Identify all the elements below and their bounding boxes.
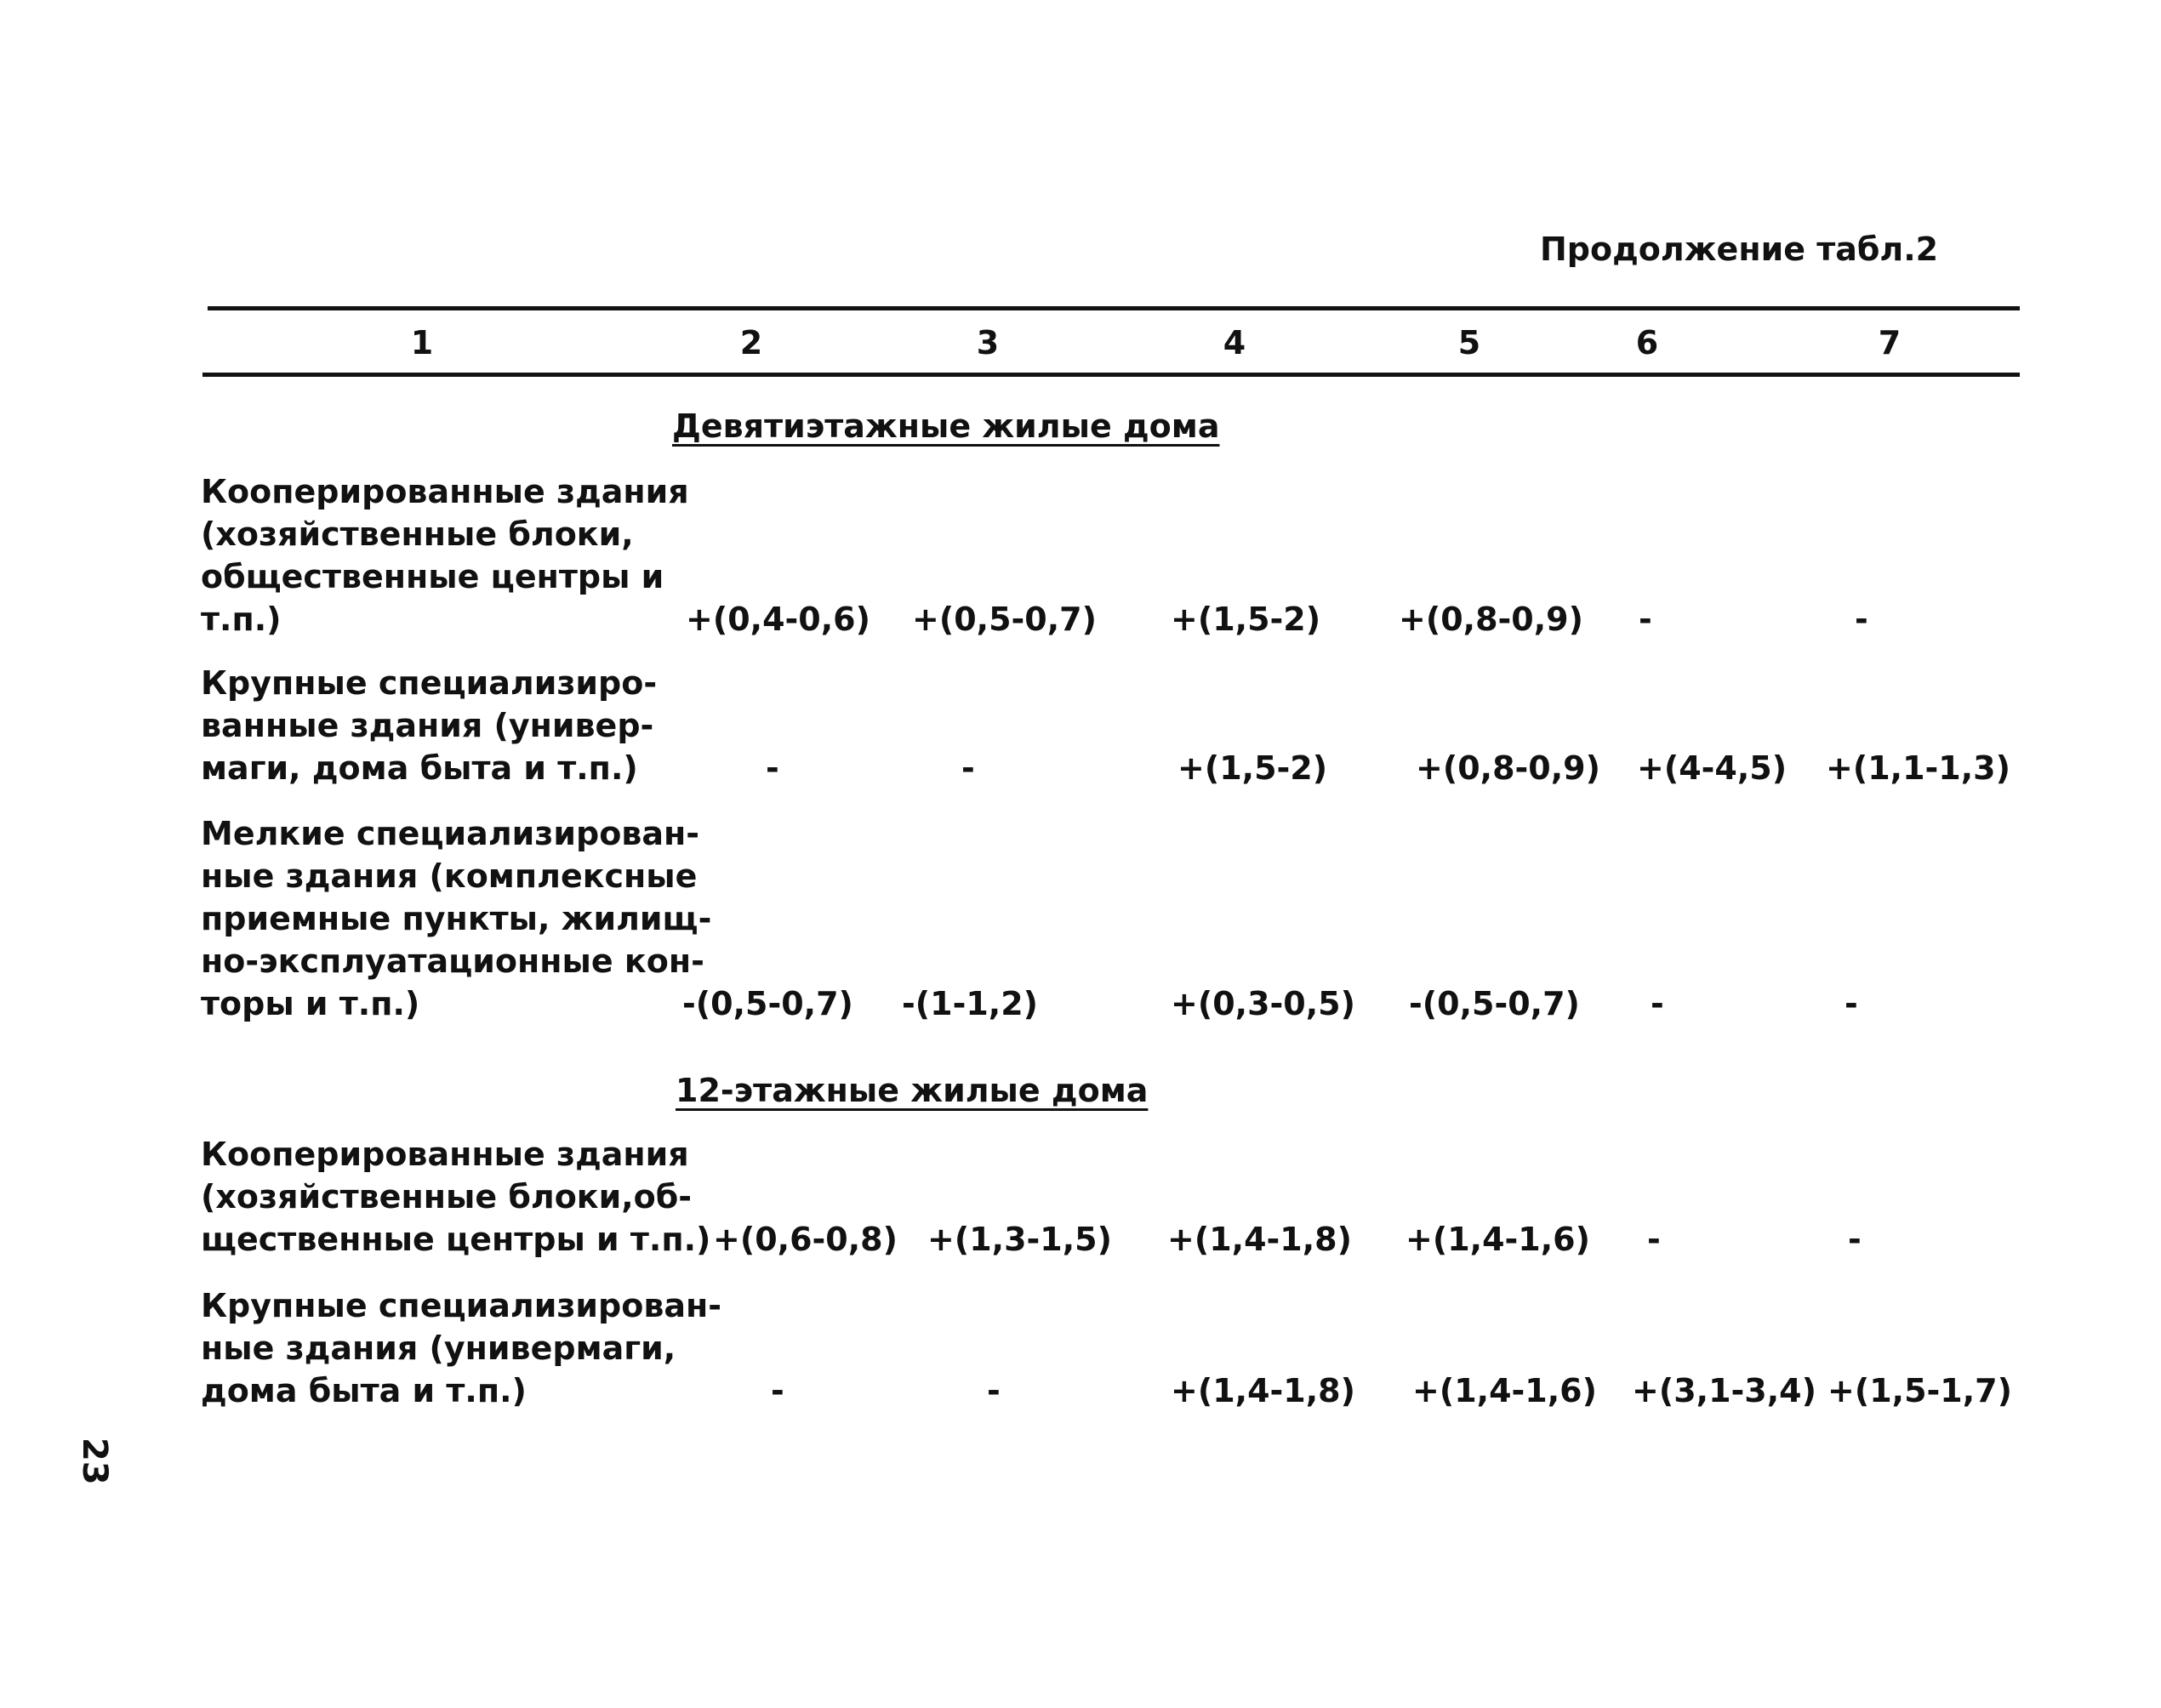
table-cell: +(1,4-1,8) (1171, 1372, 1355, 1409)
column-header-5: 5 (1457, 324, 1481, 362)
table-cell: - (771, 1372, 784, 1409)
row-label-line: маги, дома быта и т.п.) (201, 749, 638, 787)
table-cell: +(0,8-0,9) (1399, 601, 1583, 638)
table-cell: +(0,3-0,5) (1171, 985, 1355, 1022)
table-top-rule (208, 306, 2020, 310)
table-cell: - (961, 749, 975, 787)
row-label (201, 1133, 711, 1261)
table-cell: - (1651, 985, 1664, 1022)
table-cell: +(0,4-0,6) (686, 601, 870, 638)
table-cell: +(4-4,5) (1637, 749, 1788, 787)
row-label (201, 812, 712, 1025)
row-label-line: щественные центры и т.п.) (201, 1221, 711, 1258)
table-cell: -(0,5-0,7) (682, 985, 853, 1022)
table-cell: +(1,1-1,3) (1826, 749, 2010, 787)
column-header-4: 4 (1223, 324, 1246, 362)
column-header-1: 1 (410, 324, 434, 362)
table-cell: - (1639, 601, 1652, 638)
row-label-line: т.п.) (201, 601, 282, 638)
column-header-3: 3 (976, 324, 1000, 362)
row-label-line: ные здания (универмаги, (201, 1329, 676, 1367)
table-cell: -(1-1,2) (902, 985, 1039, 1022)
page-number: 23 (75, 1438, 114, 1485)
table-cell: - (1848, 1221, 1862, 1258)
row-label-line: Кооперированные здания (201, 1136, 689, 1173)
table-cell: +(1,5-2) (1171, 601, 1321, 638)
table-cell: - (1647, 1221, 1661, 1258)
table-cell: +(3,1-3,4) (1632, 1372, 1816, 1409)
row-label-line: ные здания (комплексные (201, 857, 698, 895)
section-title: Девятиэтажные жилые дома (672, 407, 1220, 445)
table-cell: +(0,8-0,9) (1416, 749, 1600, 787)
row-label (201, 1284, 722, 1412)
column-header-2: 2 (739, 324, 763, 362)
table-cell: -(0,5-0,7) (1409, 985, 1580, 1022)
row-label-line: но-эксплуатационные кон- (201, 942, 704, 980)
row-label-line: ванные здания (универ- (201, 707, 654, 744)
column-header-6: 6 (1635, 324, 1659, 362)
table-cell: +(1,5-1,7) (1827, 1372, 2012, 1409)
row-label-line: (хозяйственные блоки,об- (201, 1178, 693, 1216)
table-cell: +(1,4-1,6) (1412, 1372, 1597, 1409)
row-label-line: (хозяйственные блоки, (201, 515, 634, 553)
row-label-line: Мелкие специализирован- (201, 815, 700, 852)
section-title: 12-этажные жилые дома (676, 1072, 1149, 1109)
column-header-7: 7 (1878, 324, 1902, 362)
table-cell: +(1,5-2) (1177, 749, 1328, 787)
table-header-rule (202, 373, 2020, 377)
table-cell: +(1,3-1,5) (927, 1221, 1112, 1258)
table-cell: - (766, 749, 779, 787)
table-cell: +(1,4-1,6) (1406, 1221, 1590, 1258)
table-cell: +(0,6-0,8) (713, 1221, 898, 1258)
row-label-line: приемные пункты, жилищ- (201, 900, 712, 937)
table-cell: +(0,5-0,7) (912, 601, 1097, 638)
table-cell: - (1845, 985, 1858, 1022)
row-label-line: общественные центры и (201, 558, 664, 595)
row-label (201, 470, 694, 640)
row-label-line: торы и т.п.) (201, 985, 420, 1022)
row-label-line: Кооперированные здания (201, 473, 689, 510)
row-label-line: Крупные специализиро- (201, 664, 658, 702)
table-caption: Продолжение табл.2 (1540, 231, 1939, 268)
row-label-line: Крупные специализирован- (201, 1287, 722, 1324)
table-cell: - (987, 1372, 1001, 1409)
row-label (201, 662, 694, 789)
row-label-line: дома быта и т.п.) (201, 1372, 527, 1409)
table-cell: +(1,4-1,8) (1167, 1221, 1352, 1258)
table-cell: - (1855, 601, 1868, 638)
